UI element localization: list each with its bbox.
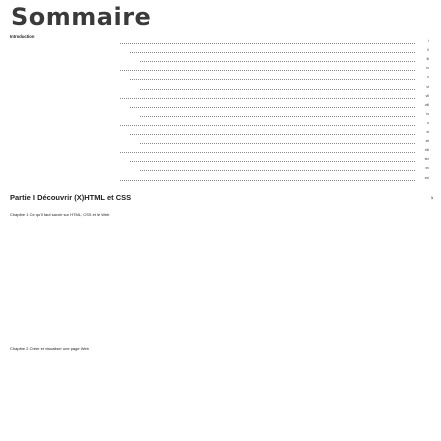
toc-page-number: xv <box>425 166 429 171</box>
toc-page-number: vi <box>426 84 429 89</box>
toc-page-number: ix <box>426 111 429 116</box>
toc-page-number: vii <box>425 93 429 98</box>
partie-title: Partie I Découvrir (X)HTML et CSS <box>10 193 132 202</box>
toc-line <box>0 48 441 53</box>
dot-leader <box>120 122 415 126</box>
toc-page-number: x <box>427 120 429 125</box>
dot-leader <box>140 140 415 144</box>
partie-heading <box>10 193 433 203</box>
dot-leader <box>120 95 415 99</box>
toc-line <box>0 139 441 144</box>
dot-leader <box>120 177 415 181</box>
dot-leader <box>140 86 415 90</box>
dot-leader <box>120 40 415 44</box>
toc-page-number: xiii <box>424 148 429 153</box>
toc-line <box>0 75 441 80</box>
toc-line <box>0 130 441 135</box>
toc-line <box>0 94 441 99</box>
toc-line <box>0 103 441 108</box>
dot-leader <box>140 167 415 171</box>
toc-line <box>0 57 441 62</box>
toc-page-number: iii <box>426 57 429 62</box>
toc-page-number: xiv <box>424 157 429 162</box>
dot-leader <box>120 149 415 153</box>
toc-line <box>0 148 441 153</box>
toc-page-number: xvi <box>424 175 429 180</box>
dot-leader <box>130 49 415 53</box>
toc-page-number: viii <box>424 102 429 107</box>
toc-line <box>0 121 441 126</box>
dot-leader <box>140 113 415 117</box>
partie-page-number: 1 <box>431 196 433 200</box>
toc-page-number: v <box>427 75 429 80</box>
toc-page-number: iv <box>426 66 429 71</box>
toc-line <box>0 112 441 117</box>
toc-line <box>0 166 441 171</box>
toc-line <box>0 85 441 90</box>
dot-leader <box>130 76 415 80</box>
page-title: Sommaire <box>11 3 152 31</box>
toc-page-number: i <box>428 39 429 43</box>
toc-line <box>0 176 441 181</box>
toc-page-number: xi <box>426 130 429 134</box>
introduction-label: Introduction <box>10 34 35 39</box>
chapitre-1-heading: Chapitre 1 Ce qu'il faut savoir sur HTML, CSS et le Web <box>10 212 110 217</box>
toc-page-number: xii <box>425 139 429 144</box>
toc-page-number: ii <box>427 48 429 53</box>
toc-line <box>0 157 441 162</box>
toc-line <box>0 39 441 44</box>
dot-leader <box>130 104 415 108</box>
toc-line <box>0 66 441 71</box>
dot-leader <box>140 58 415 62</box>
dot-leader <box>130 158 415 162</box>
chapitre-2-heading: Chapitre 2 Créer et visualiser une page Web <box>10 346 89 351</box>
dot-leader <box>130 131 415 135</box>
dot-leader <box>120 67 415 71</box>
